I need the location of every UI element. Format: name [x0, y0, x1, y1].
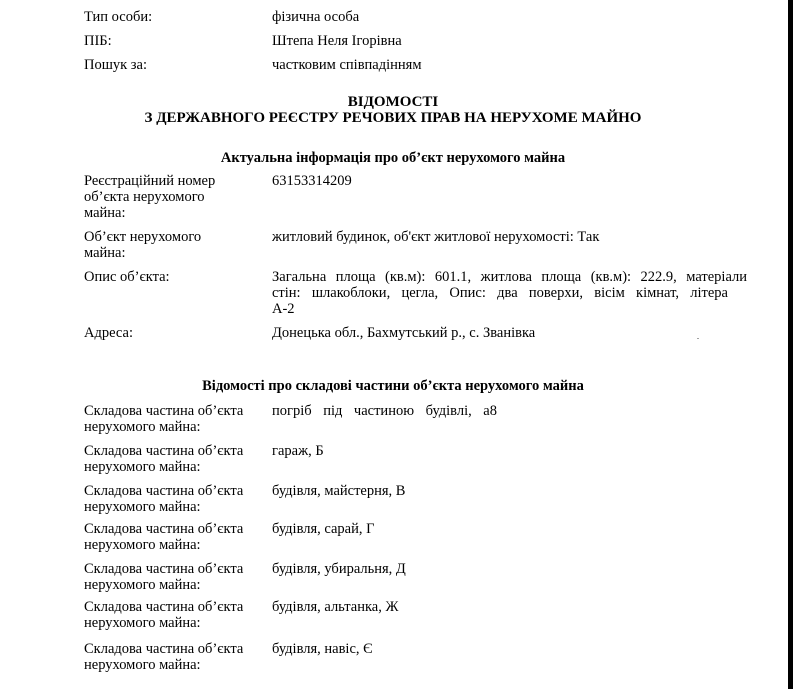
component-value: будівля, убиральня, Д	[272, 561, 406, 577]
component-label: Складова частина об’єкта нерухомого майна:	[84, 443, 244, 475]
component-label: Складова частина об’єкта нерухомого майна:	[84, 599, 244, 631]
component-value: будівля, сарай, Г	[272, 521, 375, 537]
component-label: Складова частина об’єкта нерухомого майна:	[84, 561, 244, 593]
component-value: будівля, майстерня, В	[272, 483, 406, 499]
component-label: Складова частина об’єкта нерухомого майна:	[84, 521, 244, 553]
component-label: Складова частина об’єкта нерухомого майна:	[84, 403, 244, 435]
current-info-heading: Актуальна інформація про об’єкт нерухомого майна	[220, 150, 566, 166]
document-title-line2: З ДЕРЖАВНОГО РЕЄСТРУ РЕЧОВИХ ПРАВ НА НЕРУХОМЕ МАЙНО	[144, 110, 642, 126]
description-line-3: А-2	[272, 301, 295, 317]
address-value: Донецька обл., Бахмутський р., с. Званівка	[272, 325, 536, 341]
description-label: Опис об’єкта:	[84, 269, 170, 285]
search-by-label: Пошук за:	[84, 57, 147, 73]
search-by-value: частковим співпадінням	[272, 57, 422, 73]
stray-mark: .	[697, 332, 699, 341]
document-title-line1: ВІДОМОСТІ	[347, 94, 439, 110]
person-type-label: Тип особи:	[84, 9, 153, 25]
component-label: Складова частина об’єкта нерухомого майна:	[84, 641, 244, 673]
component-value: гараж, Б	[272, 443, 324, 459]
reg-number-value: 63153314209	[272, 173, 352, 189]
full-name-value: Штепа Неля Ігорівна	[272, 33, 402, 49]
object-label: Об’єкт нерухомого майна:	[84, 229, 202, 261]
full-name-label: ПІБ:	[84, 33, 112, 49]
reg-number-label: Реєстраційний номер об’єкта нерухомого майна:	[84, 173, 216, 221]
person-type-value: фізична особа	[272, 9, 360, 25]
object-value: житловий будинок, об'єкт житлової нерухомості: Так	[272, 229, 600, 245]
description-line-2: стін: шлакоблоки, цегла, Опис: два поверхи, вісім кімнат, літера	[272, 285, 728, 301]
component-value: будівля, альтанка, Ж	[272, 599, 399, 615]
address-label: Адреса:	[84, 325, 133, 341]
component-label: Складова частина об’єкта нерухомого майна:	[84, 483, 244, 515]
window-border	[788, 0, 793, 689]
description-line-1: Загальна площа (кв.м): 601.1, житлова площа (кв.м): 222.9, матеріали	[272, 269, 747, 285]
components-heading: Відомості про складові частини об’єкта нерухомого майна	[202, 378, 584, 394]
component-value: погріб під частиною будівлі, а8	[272, 403, 497, 419]
description-value	[272, 269, 747, 317]
component-value: будівля, навіс, Є	[272, 641, 373, 657]
